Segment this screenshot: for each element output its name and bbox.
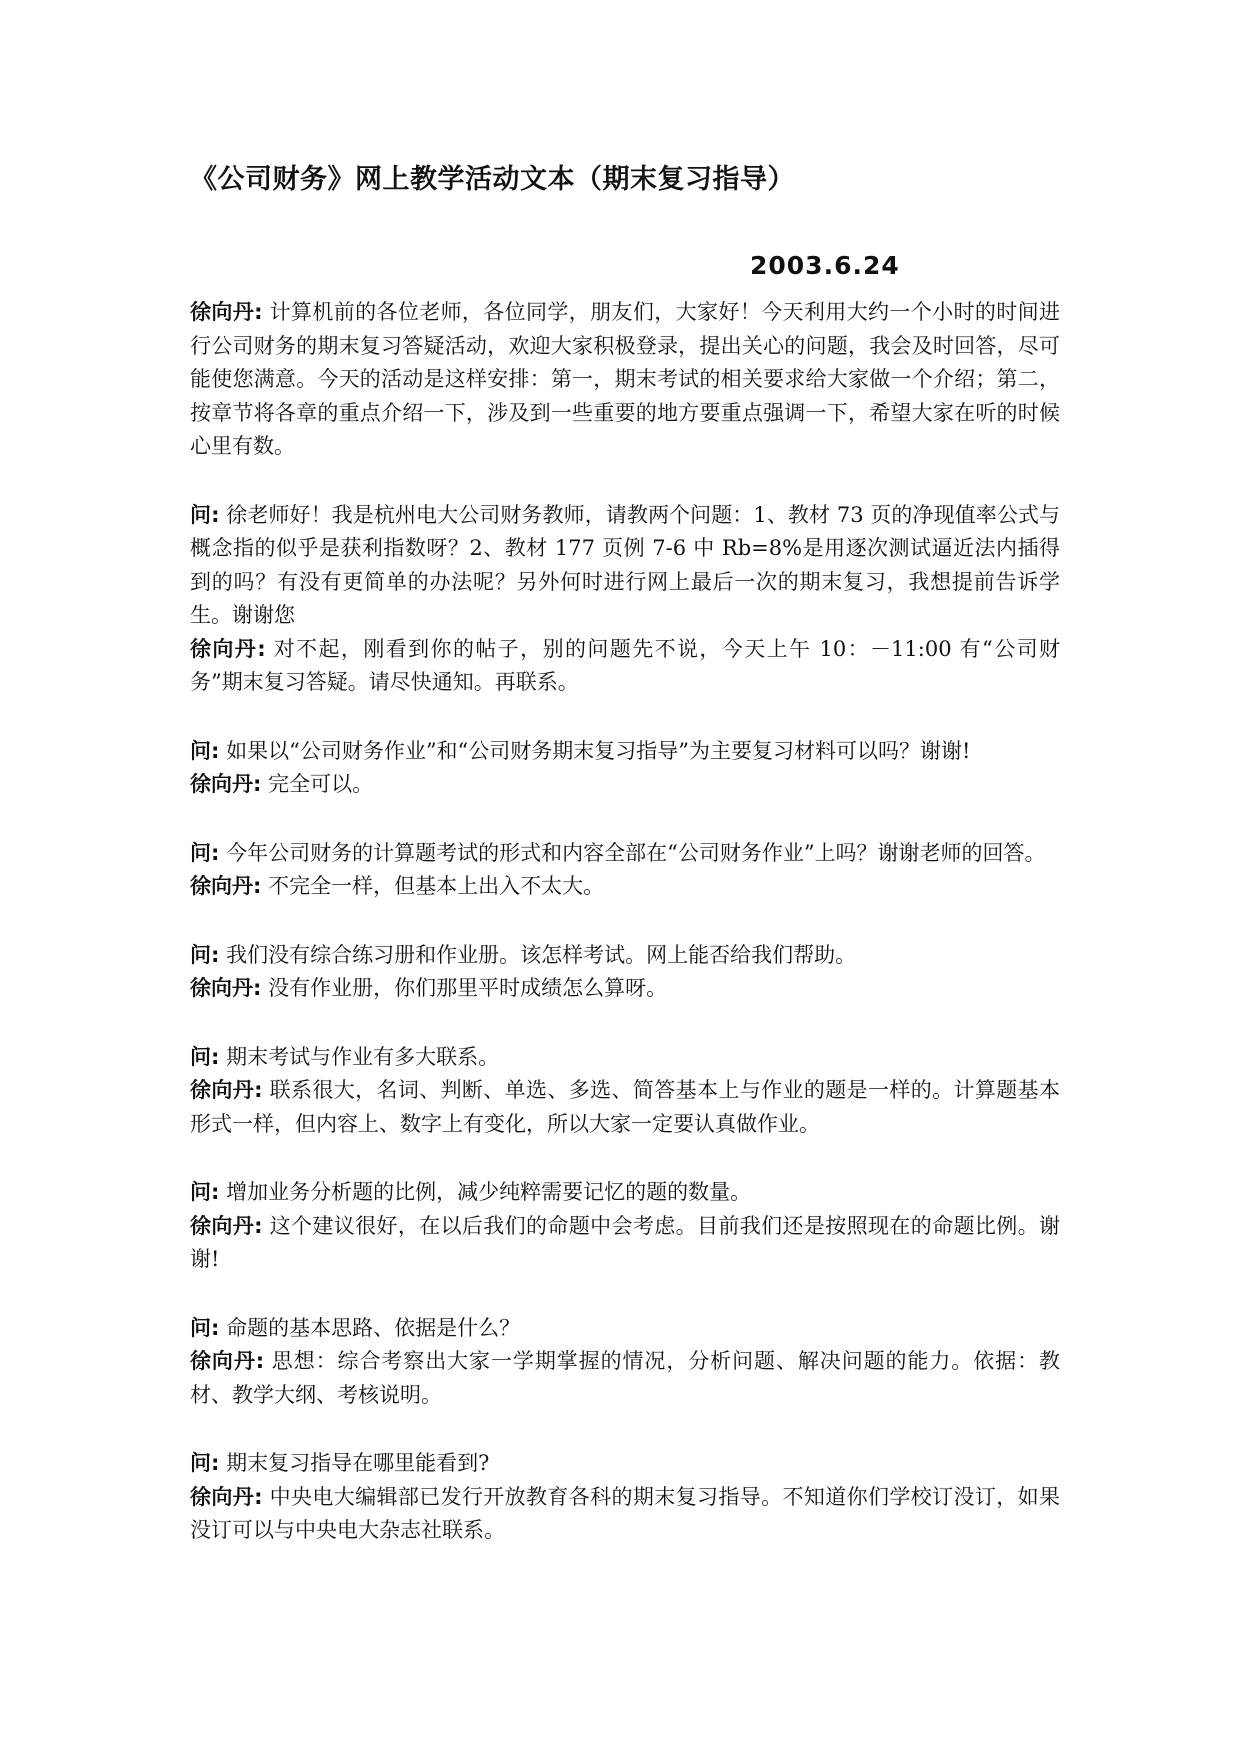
qa-block xyxy=(190,939,1060,1006)
document-page xyxy=(190,160,1060,1548)
question xyxy=(190,1041,1060,1075)
intro-paragraph xyxy=(190,296,1060,464)
answer xyxy=(190,972,1060,1006)
question-text: 期末复习指导在哪里能看到? xyxy=(219,1451,490,1475)
answer-label: 徐向丹: xyxy=(190,772,262,796)
question xyxy=(190,735,1060,769)
question-label: 问: xyxy=(190,942,220,967)
qa-block xyxy=(190,837,1060,904)
answer xyxy=(190,870,1060,904)
question-text: 徐老师好！我是杭州电大公司财务教师，请教两个问题：1、教材 73 页的净现值率公式与概念指的似乎是获利指数呀？2、教材 177 页例 7-6 中 Rb=8%是用逐次测试逼近法内插得到的吗？有没有更简单的办法呢？另外何时进行网上最后一次的期末复习，我想提前告诉学生。谢谢您 xyxy=(190,502,1060,627)
answer-label: 徐向丹: xyxy=(190,636,266,661)
question xyxy=(190,939,1060,973)
qa-block xyxy=(190,1312,1060,1413)
answer-text: 这个建议很好，在以后我们的命题中会考虑。目前我们还是按照现在的命题比例。谢谢! xyxy=(190,1213,1061,1271)
question-label: 问: xyxy=(190,840,220,865)
qa-block xyxy=(190,1447,1060,1548)
qa-block xyxy=(190,1176,1060,1277)
question-text: 期末考试与作业有多大联系。 xyxy=(219,1044,500,1069)
question xyxy=(190,1176,1060,1210)
question-label: 问: xyxy=(190,738,220,763)
question-label: 问: xyxy=(190,1315,220,1340)
answer xyxy=(190,1481,1060,1548)
question-label: 问: xyxy=(190,1180,220,1204)
speaker-label: 徐向丹: xyxy=(190,300,263,324)
answer-label: 徐向丹: xyxy=(190,1078,263,1102)
question xyxy=(190,837,1060,871)
answer-text: 完全可以。 xyxy=(261,772,374,796)
answer-label: 徐向丹: xyxy=(190,1213,263,1238)
question-label: 问: xyxy=(190,1044,220,1069)
question xyxy=(190,1447,1060,1481)
answer-label: 徐向丹: xyxy=(190,976,262,1000)
question-text: 如果以“公司财务作业”和“公司财务期末复习指导”为主要复习材料可以吗？谢谢! xyxy=(219,738,971,763)
question xyxy=(190,1312,1060,1346)
answer-text: 中央电大编辑部已发行开放教育各科的期末复习指导。不知道你们学校订没订，如果没订可以与中央电大杂志社联系。 xyxy=(190,1484,1061,1542)
question-text: 增加业务分析题的比例，减少纯粹需要记忆的题的数量。 xyxy=(219,1180,752,1204)
question-text: 命题的基本思路、依据是什么？ xyxy=(219,1315,521,1340)
answer xyxy=(190,768,1060,802)
question-text: 我们没有综合练习册和作业册。该怎样考试。网上能否给我们帮助。 xyxy=(219,942,857,967)
question-text: 今年公司财务的计算题考试的形式和内容全部在“公司财务作业”上吗？谢谢老师的回答。 xyxy=(219,840,1046,865)
answer xyxy=(190,633,1060,700)
answer-label: 徐向丹: xyxy=(190,1349,265,1373)
qa-block xyxy=(190,1041,1060,1142)
answer xyxy=(190,1074,1060,1141)
document-title: 《公司财务》网上教学活动文本（期末复习指导） xyxy=(190,164,795,195)
answer-text: 对不起，刚看到你的帖子，别的问题先不说，今天上午 10：－11:00 有“公司财务”期末复习答疑。请尽快通知。再联系。 xyxy=(190,636,1061,694)
qa-block xyxy=(190,735,1060,802)
answer xyxy=(190,1210,1060,1277)
document-date: 2003.6.24 xyxy=(750,251,900,280)
answer-text: 不完全一样，但基本上出入不太大。 xyxy=(261,874,605,898)
answer xyxy=(190,1345,1060,1412)
answer-label: 徐向丹: xyxy=(190,1484,263,1509)
intro-text: 计算机前的各位老师，各位同学，朋友们，大家好！今天利用大约一个小时的时间进行公司财务的期末复习答疑活动，欢迎大家积极登录，提出关心的问题，我会及时回答，尽可能使您满意。今天的活动是这样安排：第一，期末考试的相关要求给大家做一个介绍；第二，按章节将各章的重点介绍一下，涉及到一些重要的地方要重点强调一下，希望大家在听的时候心里有数。 xyxy=(190,300,1061,458)
answer-text: 思想：综合考察出大家一学期掌握的情况，分析问题、解决问题的能力。依据：教材、教学大纲、考核说明。 xyxy=(190,1349,1060,1407)
question xyxy=(190,499,1060,633)
answer-label: 徐向丹: xyxy=(190,874,262,898)
answer-text: 联系很大，名词、判断、单选、多选、简答基本上与作业的题是一样的。计算题基本形式一样，但内容上、数字上有变化，所以大家一定要认真做作业。 xyxy=(190,1078,1061,1136)
answer-text: 没有作业册，你们那里平时成绩怎么算呀。 xyxy=(261,976,668,1000)
question-label: 问: xyxy=(190,1451,220,1475)
question-label: 问: xyxy=(190,502,220,527)
qa-block xyxy=(190,499,1060,700)
